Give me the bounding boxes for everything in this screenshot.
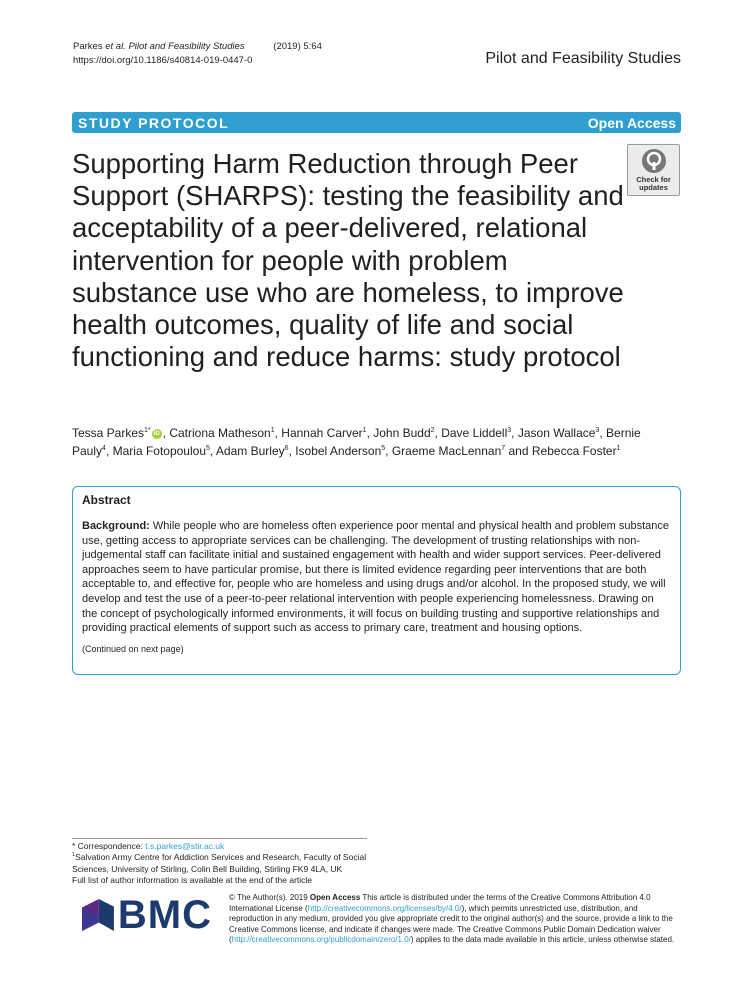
author-name: Maria Fotopoulou	[112, 443, 206, 458]
author-affil: 7	[501, 444, 506, 452]
correspondence-email[interactable]: t.s.parkes@stir.ac.uk	[145, 841, 225, 851]
author-name: Catriona Matheson	[169, 426, 271, 440]
bmc-logo	[82, 893, 212, 937]
footnotes	[72, 841, 382, 887]
author-affil: 1	[616, 444, 621, 452]
license-statement	[229, 893, 681, 946]
author-name: Graeme MacLennan	[391, 443, 502, 458]
correspondence	[72, 841, 382, 852]
article-type-banner	[72, 112, 681, 133]
author-affil: 2	[430, 427, 435, 434]
author-name: Tessa Parkes	[72, 426, 145, 440]
citation-etal: et al.	[105, 41, 126, 52]
article-type: STUDY PROTOCOL	[78, 114, 230, 131]
authors-and: and	[508, 443, 529, 458]
bmc-logo-text: BMC	[117, 893, 212, 937]
open-access-label: Open Access	[587, 114, 676, 131]
author-list: Tessa Parkes$^{1*}$ iD , Catriona Matheson$^1$, Hannah Carver$^1$, John Budd$^2$, Dave Liddell$^3$, Jason Wallace$^3$, Bernie Pauly$^4$, Maria Fotopoulou$^5$, Adam Burley$^6$, Isobel Anderson$^5$, Graeme MacLennan$^7$ and Rebecca Foster$^1$	[72, 426, 641, 458]
abstract-heading: Abstract	[82, 493, 131, 507]
author-affil: 6	[284, 444, 289, 452]
author-name: Jason Wallace	[517, 426, 596, 440]
license-text-1: This article is distributed under the terms of the Creative Commons Attribution 4.0 International License (	[229, 893, 651, 913]
check-for-updates-badge[interactable]	[627, 144, 680, 196]
author-affil: 1*	[144, 427, 151, 434]
author-name: Bernie Pauly	[72, 426, 641, 458]
doi-link[interactable]: https://doi.org/10.1186/s40814-019-0447-0	[73, 55, 253, 66]
check-for-updates-text	[636, 176, 671, 192]
crossmark-icon	[641, 148, 667, 174]
author-name: Hannah Carver	[281, 426, 363, 440]
running-header	[73, 40, 322, 68]
continued-note: (Continued on next page)	[82, 643, 184, 654]
abstract-box	[72, 486, 681, 675]
footnote-divider	[72, 838, 367, 839]
citation-journal: Pilot and Feasibility Studies	[128, 41, 245, 52]
license-link-cc-by[interactable]: http://creativecommons.org/licenses/by/4.0/	[307, 903, 462, 913]
author-affil: 5	[206, 444, 210, 452]
author-name: Rebecca Foster	[531, 443, 617, 458]
author-affil: 5	[381, 444, 386, 452]
author-affil: 1	[270, 427, 275, 434]
citation-line	[73, 40, 322, 54]
author-name: Dave Liddell	[441, 426, 508, 440]
orcid-icon[interactable]: iD	[153, 430, 160, 437]
author-affil: 3	[595, 427, 600, 434]
author-name: Isobel Anderson	[295, 443, 382, 458]
citation-author: Parkes	[73, 41, 103, 52]
correspondence-label: * Correspondence:	[72, 841, 143, 851]
author-affil: 3	[507, 427, 512, 434]
license-link-cc0[interactable]: http://creativecommons.org/publicdomain/zero/1.0/	[231, 935, 411, 944]
article-title: Supporting Harm Reduction through Peer Support (SHARPS): testing the feasibility and acceptability of a peer-delivered, relational intervention for people with problem substance use who are homeless, to improve health outcomes, quality of life and social functioning and reduce harms: study protocol	[72, 148, 624, 373]
author-name: John Budd	[373, 426, 431, 440]
bmc-logo-icon	[82, 896, 114, 934]
license-text-2: ), which permits unrestricted use, distribution, and reproduction in any medium, provided you give appropriate credit to the original author(s) and the source, provide a link to the Creative Commons license, and indicate if changes were made. The Creative Commons Public Domain Dedication waiver (	[229, 903, 673, 944]
check-for-updates-line2: updates	[639, 183, 668, 192]
license-text-3: ) applies to the data made available in this article, unless otherwise stated.	[410, 935, 675, 944]
affiliation-sup: 1	[72, 852, 76, 859]
citation-year-volume: (2019) 5:64	[273, 41, 322, 52]
abstract-background	[82, 519, 672, 636]
license-open-access: Open Access	[309, 893, 361, 902]
background-label: Background:	[82, 520, 150, 532]
copyright: © The Author(s). 2019	[229, 893, 308, 902]
author-affil: 4	[102, 444, 106, 452]
affiliation-text: Salvation Army Centre for Addiction Services and Research, Faculty of Social Sciences, University of Stirling, Colin Bell Building, Stirling FK9 4LA, UK	[72, 852, 367, 874]
affiliation	[72, 852, 382, 875]
author-affil: 1	[362, 427, 367, 434]
author-name: Adam Burley	[215, 443, 285, 458]
background-text: While people who are homeless often experience poor mental and physical health and problem substance use, getting access to appropriate services can be challenging. The development of trusting relationships with non-judgemental staff can facilitate initial and sustained engagement with health and wider support services. Peer-delivered approaches seem to have particular promise, but there is limited evidence regarding peer interventions that are both acceptable to, and effective for, people who are homeless and using drugs and/or alcohol. In the proposed study, we will develop and test the use of a peer-to-peer relational intervention with people experiencing homelessness. Drawing on the concept of psychologically informed environments, it will focus on building trusting and supportive relationships and providing practical elements of support such as access to primary care, treatment and housing options.	[82, 520, 669, 635]
journal-name: Pilot and Feasibility Studies	[485, 50, 681, 67]
check-for-updates-line1: Check for	[636, 175, 671, 184]
full-author-info-note: Full list of author information is available at the end of the article	[72, 875, 313, 886]
